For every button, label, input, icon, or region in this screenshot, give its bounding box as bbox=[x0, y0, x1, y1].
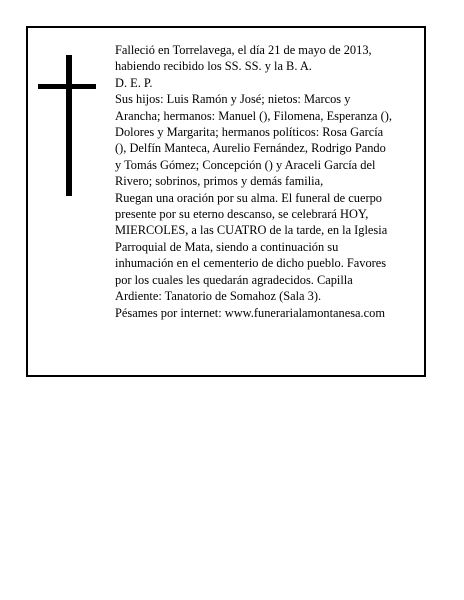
family-line-4: (), Delfín Manteca, Aurelio Fernández, Rodrigo Pando bbox=[115, 141, 386, 156]
rip-line: D. E. P. bbox=[115, 75, 153, 90]
family-line-3: Dolores y Margarita; hermanos políticos: Rosa García bbox=[115, 125, 384, 140]
funeral-line-4: Parroquial de Mata, siendo a continuación su bbox=[115, 239, 339, 254]
obituary-notice bbox=[26, 26, 426, 377]
death-announcement-line-1: Falleció en Torrelavega, el día 21 de mayo de 2013, bbox=[115, 43, 372, 57]
condolences-line: Pésames por internet: www.funerarialamontanesa.com bbox=[115, 305, 385, 320]
funeral-line-7: Ardiente: Tanatorio de Somahoz (Sala 3). bbox=[115, 289, 322, 304]
family-line-1: Sus hijos: Luis Ramón y José; nietos: Marcos y bbox=[115, 92, 351, 107]
family-line-5: y Tomás Gómez; Concepción () y Araceli García del bbox=[115, 157, 376, 172]
funeral-line-3: MIERCOLES, a las CUATRO de la tarde, en la Iglesia bbox=[115, 223, 388, 238]
family-line-2: Arancha; hermanos: Manuel (), Filomena, Esperanza (), bbox=[115, 108, 392, 123]
funeral-line-6: por los cuales les quedarán agradecidos. Capilla bbox=[115, 272, 353, 287]
death-announcement-line-2: habiendo recibido los SS. SS. y la B. A. bbox=[115, 59, 312, 74]
funeral-line-2: presente por su eterno descanso, se celebrará HOY, bbox=[115, 207, 369, 222]
cross-vertical-bar bbox=[66, 55, 72, 196]
funeral-line-1: Ruegan una oración por su alma. El funeral de cuerpo bbox=[115, 190, 382, 205]
funeral-line-5: inhumación en el cementerio de dicho pueblo. Favores bbox=[115, 256, 387, 271]
cross-horizontal-bar bbox=[38, 84, 96, 89]
obituary-text bbox=[115, 42, 421, 321]
family-line-6: Rivero; sobrinos, primos y demás familia, bbox=[115, 174, 324, 189]
